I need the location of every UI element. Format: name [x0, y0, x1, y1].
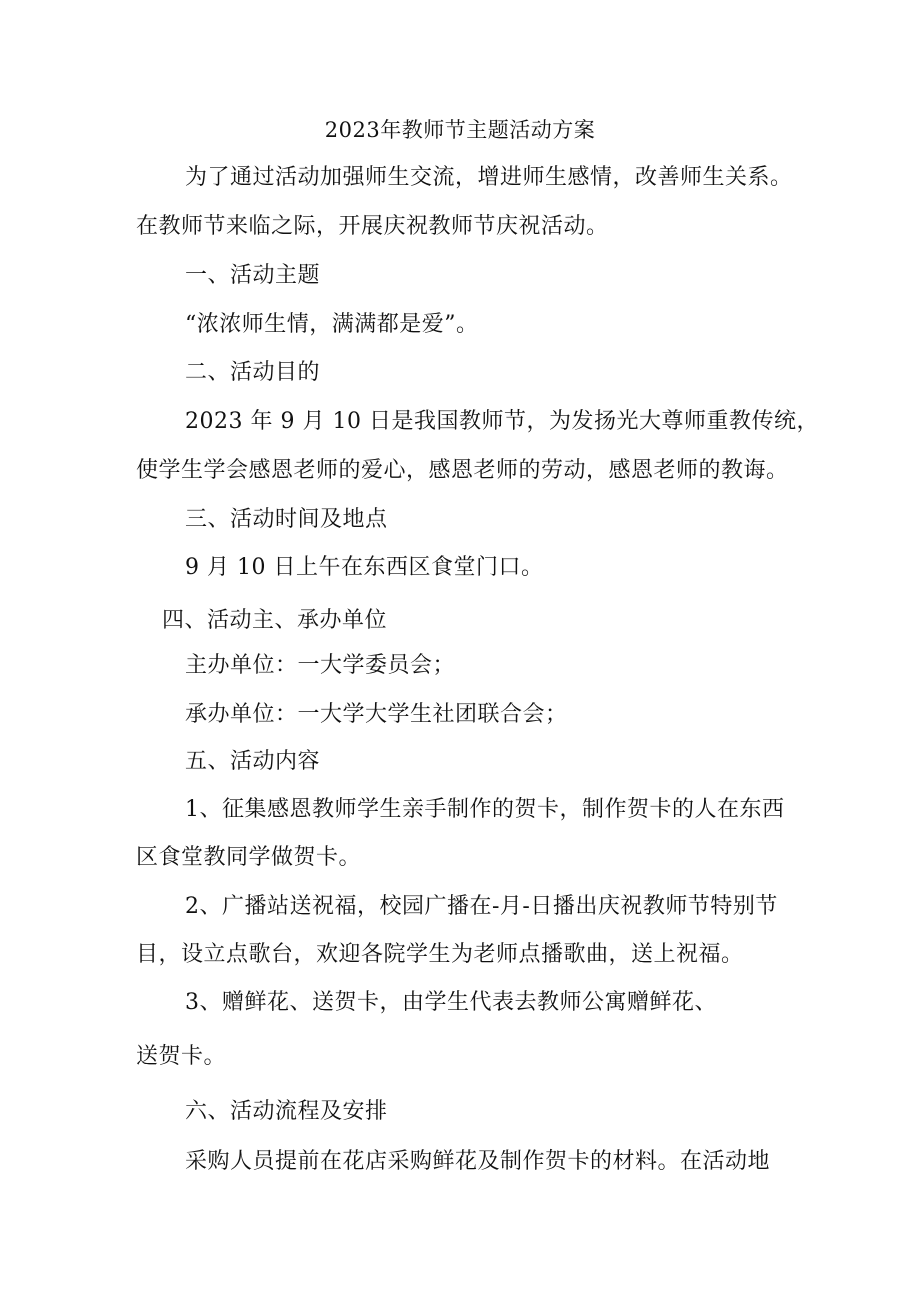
section6-body: 采购人员提前在花店采购鲜花及制作贺卡的材料。在活动地 [185, 1149, 771, 1174]
intro-line-1: 为了通过活动加强师生交流，增进师生感情，改善师生关系。 [185, 165, 793, 190]
section3-body: 9 月 10 日上午在东西区食堂门口。 [185, 555, 544, 580]
section5-heading: 五、活动内容 [185, 749, 321, 774]
section2-body-line-2: 使学生学会感恩老师的爱心，感恩老师的劳动，感恩老师的教诲。 [136, 458, 789, 483]
section2-body-line-1: 2023 年 9 月 10 日是我国教师节，为发扬光大尊师重教传统， [185, 409, 819, 434]
section4-organizer: 承办单位：一大学大学生社团联合会； [185, 702, 568, 727]
section4-heading: 四、活动主、承办单位 [162, 608, 388, 633]
intro-line-2: 在教师节来临之际，开展庆祝教师节庆祝活动。 [136, 214, 609, 239]
section4-host: 主办单位：一大学委员会； [185, 653, 456, 678]
section5-item3-line-1: 3、赠鲜花、送贺卡，由学生代表去教师公寓赠鲜花、 [185, 990, 717, 1015]
section5-item2-line-2: 目，设立点歌台，欢迎各院学生为老师点播歌曲，送上祝福。 [136, 942, 744, 967]
section5-item1-line-1: 1、征集感恩教师学生亲手制作的贺卡，制作贺卡的人在东西 [185, 797, 785, 822]
section3-heading: 三、活动时间及地点 [185, 507, 388, 532]
section5-item2-line-1: 2、广播站送祝福，校园广播在-月-日播出庆祝教师节特别节 [185, 894, 778, 919]
section6-heading: 六、活动流程及安排 [185, 1099, 388, 1124]
section1-body: “浓浓师生情，满满都是爱”。 [185, 312, 479, 337]
document-title: 2023年教师节主题活动方案 [324, 118, 596, 142]
section1-heading: 一、活动主题 [185, 263, 321, 288]
section5-item1-line-2: 区食堂教同学做贺卡。 [136, 845, 362, 870]
section2-heading: 二、活动目的 [185, 360, 321, 385]
section5-item3-line-2: 送贺卡。 [136, 1044, 227, 1069]
